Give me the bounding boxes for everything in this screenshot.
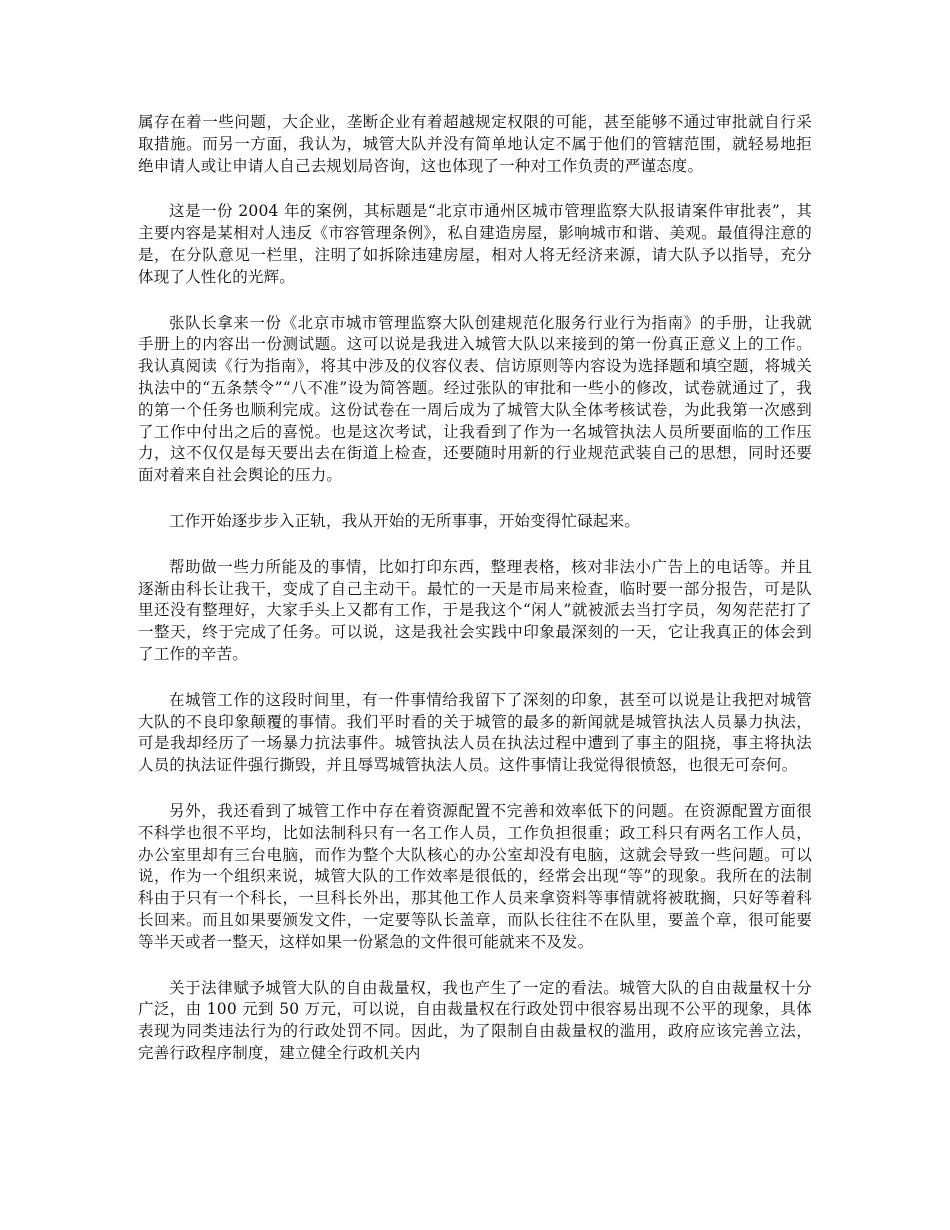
paragraph-1: 属存在着一些问题，大企业，垄断企业有着超越规定权限的可能，甚至能够不通过审批就自行采取措施。而另一方面，我认为，城管大队并没有简单地认定不属于他们的管辖范围，就轻易地拒绝申请人或让申请人自己去规划局咨询，这也体现了一种对工作负责的严谨态度。 — [138, 113, 812, 175]
paragraph-2: 这是一份 2004 年的案例，其标题是“北京市通州区城市管理监察大队报请案件审批表”，其主要内容是某相对人违反《市容管理条例》，私自建造房屋，影响城市和谐、美观。最值得注意的是，在分队意见一栏里，注明了如拆除违建房屋，相对人将无经济来源，请大队予以指导，充分体现了人性化的光辉。 — [138, 202, 812, 286]
paragraph-4: 工作开始逐步步入正轨，我从开始的无所事事，开始变得忙碌起来。 — [169, 511, 641, 530]
paragraph-3: 张队长拿来一份《北京市城市管理监察大队创建规范化服务行业行为指南》的手册，让我就手册上的内容出一份测试题。这可以说是我进入城管大队以来接到的第一份真正意义上的工作。我认真阅读《行为指南》，将其中涉及的仪容仪表、信访原则等内容设为选择题和填空题，将城关执法中的“五条禁令”“八不准”设为简答题。经过张队的审批和一些小的修改，试卷就通过了，我的第一个任务也顺利完成。这份试卷在一周后成为了城管大队全体考核试卷，为此我第一次感到了工作中付出之后的喜悦。也是这次考试，让我看到了作为一名城管执法人员所要面临的工作压力，这不仅仅是每天要出去在街道上检查，还要随时用新的行业规范武装自己的思想，同时还要面对着来自社会舆论的压力。 — [138, 313, 812, 485]
paragraph-5: 帮助做一些力所能及的事情，比如打印东西，整理表格，核对非法小广告上的电话等。并且逐渐由科长让我干，变成了自己主动干。最忙的一天是市局来检查，临时要一部分报告，可是队里还没有整理好，大家手头上又都有工作，于是我这个“闲人”就被派去当打字员，匆匆茫茫打了一整天，终于完成了任务。可以说，这是我社会实践中印象最深刻的一天，它让我真正的体会到了工作的辛苦。 — [138, 557, 812, 663]
paragraph-6: 在城管工作的这段时间里，有一件事情给我留下了深刻的印象，甚至可以说是让我把对城管大队的不良印象颠覆的事情。我们平时看的关于城管的最多的新闻就是城管执法人员暴力执法，可是我却经历了一场暴力抗法事件。城管执法人员在执法过程中遭到了事主的阻挠，事主将执法人员的执法证件强行撕毁，并且辱骂城管执法人员。这件事情让我觉得很愤怒，也很无可奈何。 — [138, 690, 812, 775]
document-page — [138, 112, 812, 1089]
paragraph-8: 关于法律赋予城管大队的自由裁量权，我也产生了一定的看法。城管大队的自由裁量权十分广泛，由 100 元到 50 万元，可以说，自由裁量权在行政处罚中很容易出现不公平的现象，具体表现为同类违法行为的行政处罚不同。因此，为了限制自由裁量权的滥用，政府应该完善立法，完善行政程序制度，建立健全行政机关内 — [138, 978, 812, 1062]
paragraph-7: 另外，我还看到了城管工作中存在着资源配置不完善和效率低下的问题。在资源配置方面很不科学也很不平均，比如法制科只有一名工作人员，工作负担很重；政工科只有两名工作人员，办公室里却有三台电脑，而作为整个大队核心的办公室却没有电脑，这就会导致一些问题。可以说，作为一个组织来说，城管大队的工作效率是很低的，经常会出现“等”的现象。我所在的法制科由于只有一个科长，一旦科长外出，那其他工作人员来拿资料等事情就将被耽搁，只好等着科长回来。而且如果要颁发文件，一定要等队长盖章，而队长往往不在队里，要盖个章，很可能要等半天或者一整天，这样如果一份紧急的文件很可能就来不及发。 — [138, 801, 812, 951]
